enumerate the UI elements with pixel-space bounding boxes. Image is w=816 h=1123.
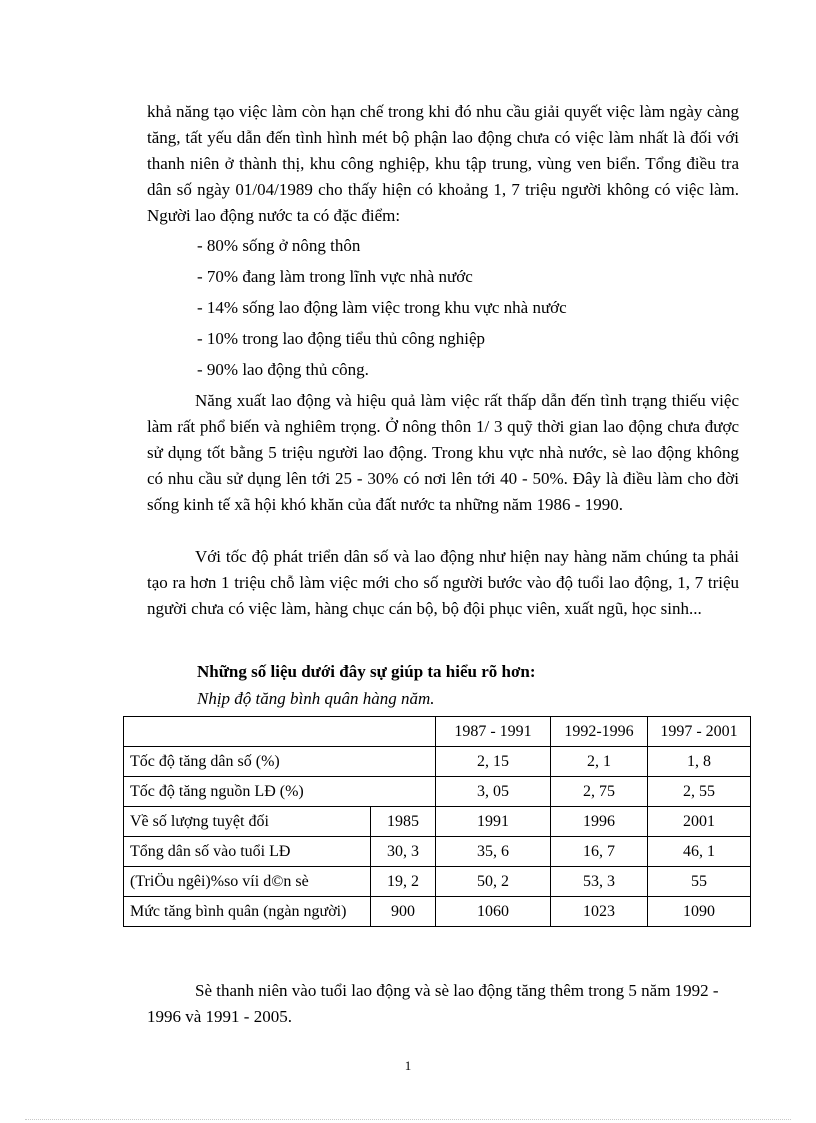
row-label: Tốc độ tăng dân số (%) xyxy=(124,747,436,777)
header-cell: 1987 - 1991 xyxy=(436,717,551,747)
table-cell: 19, 2 xyxy=(371,867,436,897)
paragraph-intro-text: khả năng tạo việc làm còn hạn chế trong khi đó nhu cầu giải quyết việc làm ngày càng tăng, tất yếu dẫn đến tình hình mét bộ phận lao động chưa có việc làm nhất là đối với thanh niên ở thành thị, khu công nghiệp, khu tập trung, vùng ven biển. Tổng điều tra dân số ngày 01/04/1989 cho thấy hiện có khoảng 1, 7 triệu người không có việc làm. Người lao động nước ta có đặc điểm: xyxy=(147,102,739,225)
section-heading: Những số liệu dưới đây sự giúp ta hiểu rõ hơn: xyxy=(197,662,536,681)
paragraph-youth-text: Sè thanh niên vào tuổi lao động và sè lao động tăng thêm trong 5 năm 1992 - 1996 và 1991 - 2005. xyxy=(147,981,719,1026)
table-cell: 55 xyxy=(648,867,751,897)
row-label: Mức tăng bình quân (ngàn người) xyxy=(124,897,371,927)
header-cell xyxy=(124,717,436,747)
paragraph-growth-text: Với tốc độ phát triển dân số và lao động như hiện nay hàng năm chúng ta phải tạo ra hơn 1 triệu chỗ làm việc mới cho số người bước vào độ tuổi lao động, 1, 7 triệu người chưa có việc làm, hàng chục cán bộ, bộ đội phục viên, xuất ngũ, học sinh... xyxy=(147,547,739,618)
list-item: - 80% sống ở nông thôn xyxy=(197,236,361,255)
list-item: - 90% lao động thủ công. xyxy=(197,360,369,379)
table-cell: 1060 xyxy=(436,897,551,927)
worker-characteristics-list xyxy=(197,233,567,388)
list-item: - 14% sống lao động làm việc trong khu vực nhà nước xyxy=(197,298,567,317)
table-cell: 1996 xyxy=(551,807,648,837)
page-number: 1 xyxy=(404,1058,412,1073)
table-cell: 50, 2 xyxy=(436,867,551,897)
table-cell: 35, 6 xyxy=(436,837,551,867)
table-cell: 3, 05 xyxy=(436,777,551,807)
page-bottom-divider xyxy=(25,1119,791,1120)
row-label: Tổng dân số vào tuổi LĐ xyxy=(124,837,371,867)
table-cell: 1023 xyxy=(551,897,648,927)
paragraph-productivity-text: Năng xuất lao động và hiệu quả làm việc rất thấp dẫn đến tình trạng thiếu việc làm rất phổ biến và nghiêm trọng. Ở nông thôn 1/ 3 quỹ thời gian lao động chưa được sử dụng tốt bằng 5 triệu người lao động. Trong khu vực nhà nước, sè lao động không có nhu cầu sử dụng lên tới 25 - 30% có nơi lên tới 40 - 50%. Đây là điều làm cho đời sống kinh tế xã hội khó khăn của đất nước ta những năm 1986 - 1990. xyxy=(147,391,739,514)
table-header-row xyxy=(124,717,751,747)
paragraph-productivity xyxy=(147,388,739,518)
table-cell: 53, 3 xyxy=(551,867,648,897)
list-item: - 70% đang làm trong lĩnh vực nhà nước xyxy=(197,267,473,286)
table-row xyxy=(124,777,751,807)
header-cell: 1997 - 2001 xyxy=(648,717,751,747)
table-cell: 1, 8 xyxy=(648,747,751,777)
table-cell: 1991 xyxy=(436,807,551,837)
table-cell: 16, 7 xyxy=(551,837,648,867)
table-caption: Nhịp độ tăng bình quân hàng năm. xyxy=(197,689,435,708)
table-cell: 2001 xyxy=(648,807,751,837)
header-cell: 1992-1996 xyxy=(551,717,648,747)
table-row xyxy=(124,837,751,867)
growth-rate-table xyxy=(123,716,751,927)
table-row xyxy=(124,897,751,927)
paragraph-intro xyxy=(147,99,739,229)
table-cell: 2, 15 xyxy=(436,747,551,777)
table-cell: 2, 75 xyxy=(551,777,648,807)
table-cell: 30, 3 xyxy=(371,837,436,867)
table-cell: 46, 1 xyxy=(648,837,751,867)
table-cell: 1090 xyxy=(648,897,751,927)
list-item: - 10% trong lao động tiểu thủ công nghiệp xyxy=(197,329,486,348)
table-cell: 2, 1 xyxy=(551,747,648,777)
paragraph-growth xyxy=(147,544,739,622)
table-row xyxy=(124,867,751,897)
table-row xyxy=(124,807,751,837)
table-cell: 900 xyxy=(371,897,436,927)
table-cell: 1985 xyxy=(371,807,436,837)
table-cell: 2, 55 xyxy=(648,777,751,807)
row-label: Về số lượng tuyệt đối xyxy=(124,807,371,837)
row-label: (TriÖu ngêi)%so víi d©n sè xyxy=(124,867,371,897)
paragraph-youth xyxy=(147,961,739,1047)
table-row xyxy=(124,747,751,777)
row-label: Tốc độ tăng nguồn LĐ (%) xyxy=(124,777,436,807)
